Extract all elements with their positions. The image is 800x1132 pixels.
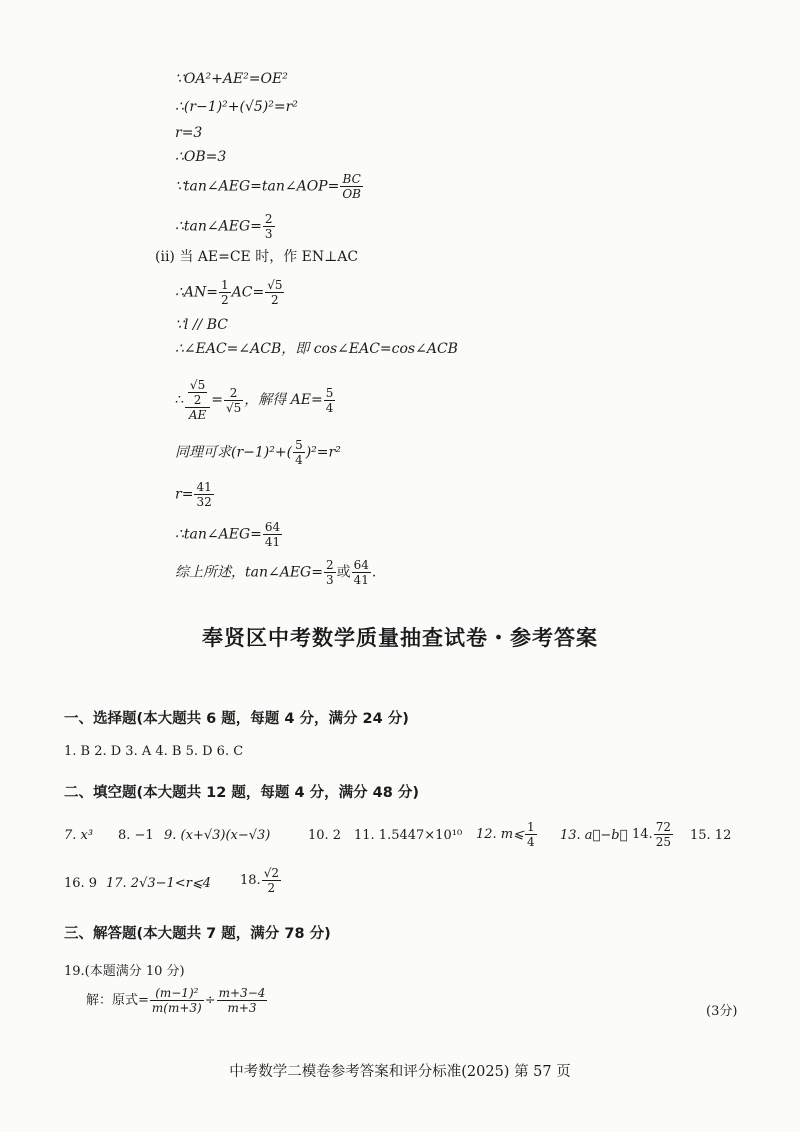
fraction <box>340 172 363 201</box>
numerator: 1 <box>221 278 229 292</box>
fraction <box>525 820 537 849</box>
answer-item: 13. a⃗−b⃗ <box>560 828 628 843</box>
denominator: 3 <box>325 573 334 587</box>
denominator: 3 <box>264 227 273 241</box>
text: )²=r² <box>305 444 341 461</box>
fraction <box>194 480 213 509</box>
solution-line: r=3 <box>175 125 203 141</box>
fraction <box>263 520 282 549</box>
numerator: √2 <box>263 866 279 880</box>
answer-item <box>476 820 538 849</box>
fraction <box>324 558 336 587</box>
answer-item: 17. 2√3−1<r⩽4 <box>106 876 212 891</box>
answer-item <box>240 866 282 895</box>
text: ∵tan∠AEG=tan∠AOP= <box>175 178 340 195</box>
denominator: 4 <box>295 453 303 467</box>
solution-line: ∵OA²+AE²=OE² <box>175 71 288 87</box>
text: 同理可求(r−1)²+( <box>175 444 293 461</box>
solution-line: ∵l // BC <box>175 317 228 333</box>
denominator: √5 <box>225 400 242 415</box>
solution-line <box>86 986 268 1015</box>
answer-item: 16. 9 <box>64 876 98 891</box>
text: ÷ <box>204 993 216 1008</box>
numerator: 1 <box>527 820 535 834</box>
text: AC= <box>231 284 265 301</box>
text: 或 <box>336 564 351 581</box>
fraction <box>150 986 204 1015</box>
answer-item: 8. −1 <box>118 828 154 843</box>
section-heading: 三、解答题(本大题共 7 题，满分 78 分) <box>64 926 331 942</box>
denominator: m(m+3) <box>151 1001 202 1015</box>
solution-line <box>175 520 283 549</box>
answer-item: 7. x³ <box>64 828 94 843</box>
text: ∴ <box>175 392 184 408</box>
page-title: 奉贤区中考数学质量抽查试卷・参考答案 <box>202 626 598 650</box>
numerator: √5 <box>267 278 283 292</box>
numerator: 2 <box>264 212 273 226</box>
denominator: 2 <box>221 293 229 307</box>
numerator: m+3−4 <box>218 986 266 1000</box>
fraction <box>352 558 371 587</box>
denominator: 4 <box>325 400 334 415</box>
fraction <box>224 386 243 415</box>
answer-item: 11. 1.5447×10¹⁰ <box>354 828 463 843</box>
solution-line <box>175 378 336 422</box>
solution-line: (ii) 当 AE=CE 时，作 EN⊥AC <box>155 249 359 265</box>
solution-line <box>175 438 341 467</box>
denominator: m+3 <box>227 1001 257 1015</box>
compound-fraction <box>185 378 210 422</box>
solution-line <box>175 172 364 201</box>
text: r= <box>175 486 194 503</box>
text: 18. <box>240 873 261 888</box>
denominator: 41 <box>353 573 369 587</box>
fraction <box>265 278 284 307</box>
text: 综上所述，tan∠AEG= <box>175 564 323 581</box>
numerator: √5 <box>189 378 206 392</box>
text: 14. <box>632 827 653 842</box>
denominator: 2 <box>193 393 202 407</box>
answer-item: 10. 2 <box>308 828 342 843</box>
numerator: 5 <box>295 438 303 452</box>
fraction <box>262 866 281 895</box>
text: 12. m⩽ <box>476 827 525 842</box>
denominator: 2 <box>271 293 279 307</box>
text: 解：原式= <box>86 993 149 1008</box>
question-label: 19.(本题满分 10 分) <box>64 964 185 979</box>
denominator: OB <box>342 187 361 201</box>
denominator: 41 <box>264 535 281 549</box>
page-footer: 中考数学二模卷参考答案和评分标准(2025) 第 57 页 <box>229 1064 571 1080</box>
solution-line <box>175 480 215 509</box>
answer-item: 9. (x+√3)(x−√3) <box>164 828 271 843</box>
text: = <box>211 392 223 408</box>
fraction <box>217 986 268 1015</box>
numerator: 2 <box>325 558 334 572</box>
denominator: 4 <box>527 835 535 849</box>
answer-item <box>632 820 674 849</box>
section-heading: 二、填空题(本大题共 12 题，每题 4 分，满分 48 分) <box>64 785 419 801</box>
answer-line: 1. B 2. D 3. A 4. B 5. D 6. C <box>64 744 244 759</box>
numerator: 41 <box>196 480 212 494</box>
numerator: 64 <box>264 520 281 534</box>
numerator <box>185 378 210 408</box>
solution-line <box>175 278 285 307</box>
fraction <box>219 278 231 307</box>
answer-item: 15. 12 <box>690 828 732 843</box>
numerator: 64 <box>353 558 369 572</box>
text: ，解得 AE= <box>244 392 323 408</box>
text: . <box>371 564 377 581</box>
section-heading: 一、选择题(本大题共 6 题，每题 4 分，满分 24 分) <box>64 711 409 727</box>
numerator: 2 <box>224 386 243 401</box>
score-label: (3分) <box>706 1004 738 1019</box>
denominator: 2 <box>267 881 276 895</box>
solution-line <box>175 212 276 241</box>
denominator: 32 <box>196 495 212 509</box>
numerator: 5 <box>325 385 334 400</box>
denominator: 25 <box>655 835 671 849</box>
fraction <box>324 386 336 415</box>
numerator: (m−1)² <box>150 986 204 1001</box>
fraction <box>654 820 673 849</box>
solution-line: ∴∠EAC=∠ACB，即 cos∠EAC=cos∠ACB <box>175 341 458 357</box>
text: ∴tan∠AEG= <box>175 526 262 543</box>
denominator: AE <box>188 408 207 422</box>
solution-line: ∴(r−1)²+(√5)²=r² <box>175 99 298 115</box>
fraction <box>263 212 275 241</box>
fraction <box>293 438 305 467</box>
text: ∴AN= <box>175 284 218 301</box>
text: ∴tan∠AEG= <box>175 218 262 235</box>
solution-line <box>175 558 376 587</box>
inner-fraction <box>188 378 207 407</box>
numerator: 72 <box>655 820 671 834</box>
numerator: BC <box>340 172 363 187</box>
solution-line: ∴OB=3 <box>175 149 227 165</box>
